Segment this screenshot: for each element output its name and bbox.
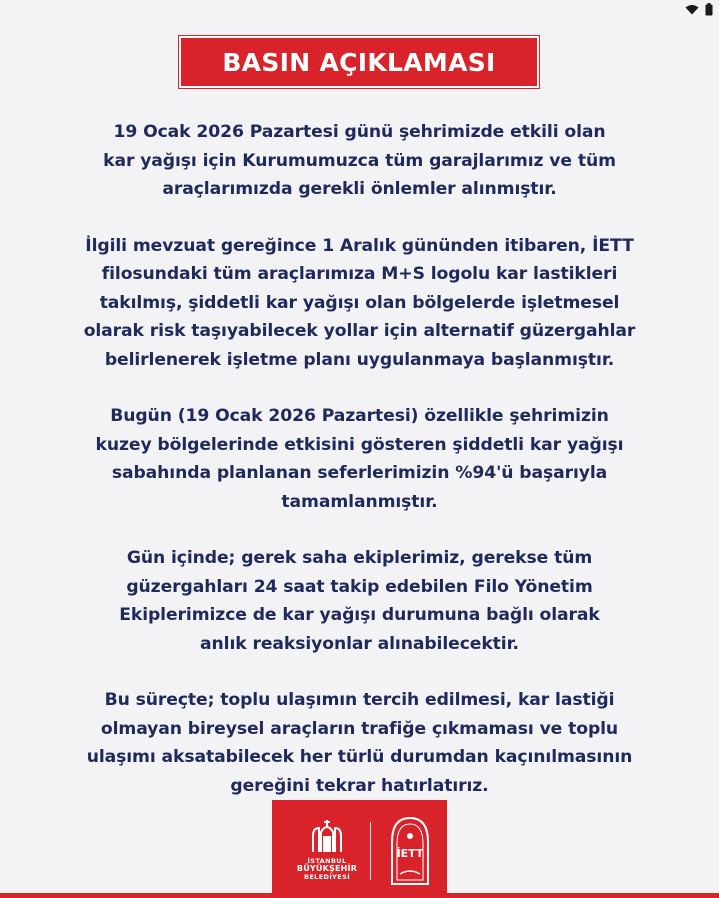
- text-line: takılmış, şiddetli kar yağışı olan bölgelerde işletmesel: [99, 292, 620, 313]
- text-line: olarak risk taşıyabilecek yollar için alternatif güzergahlar: [83, 321, 636, 341]
- text-line: İlgili mevzuat gereğince 1 Aralık gününden itibaren, İETT: [85, 235, 634, 256]
- text-line: güzergahları 24 saat takip edebilen Filo Yönetim: [126, 576, 593, 597]
- title-banner: [179, 36, 539, 88]
- iett-logo: [388, 814, 432, 886]
- battery-icon: [705, 3, 713, 16]
- text-line: araçlarımızda gerekli önlemler alınmıştır.: [162, 179, 557, 199]
- ibb-logo: [292, 818, 362, 881]
- text-line: sabahında planlanan seferlerimizin %94'ü başarıyla: [111, 463, 608, 483]
- text-line: kuzey bölgelerinde etkisini gösteren şiddetli kar yağışı: [95, 434, 624, 455]
- ibb-text-line3: BELEDİYESİ: [303, 873, 351, 881]
- bottom-accent-bar: [0, 893, 719, 898]
- text-line: Bugün (19 Ocak 2026 Pazartesi) özellikle şehrimizin: [110, 406, 609, 426]
- text-line: filosundaki tüm araçlarımıza M+S logolu kar lastikleri: [101, 264, 618, 284]
- text-line: kar yağışı için Kurumumuzca tüm garajlarımız ve tüm: [103, 150, 616, 171]
- paragraph-3: [40, 402, 679, 516]
- text-line: Bu süreçte; toplu ulaşımın tercih edilmesi, kar lastiği: [104, 690, 615, 710]
- wifi-icon: [685, 4, 699, 15]
- text-line: Gün içinde; gerek saha ekiplerimiz, gerekse tüm: [126, 548, 593, 568]
- text-line: ulaşımı aksatabilecek her türlü durumdan kaçınılmasının: [86, 747, 633, 767]
- ibb-text-line2: BÜYÜKŞEHİR: [296, 864, 358, 873]
- paragraph-5: [40, 686, 679, 800]
- page-title: BASIN AÇIKLAMASI: [222, 47, 496, 77]
- text-line: gereğini tekrar hatırlatırız.: [230, 775, 489, 796]
- footer-logo-panel: [272, 800, 447, 898]
- text-line: tamamlanmıştır.: [281, 491, 438, 512]
- paragraph-4: [40, 544, 679, 658]
- press-release-body: [40, 118, 679, 828]
- paragraph-1: [40, 118, 679, 204]
- ibb-emblem-icon: [292, 818, 362, 854]
- paragraph-2: [40, 232, 679, 375]
- text-line: Ekiplerimizce de kar yağışı durumuna bağlı olarak: [119, 605, 600, 625]
- text-line: 19 Ocak 2026 Pazartesi günü şehrimizde etkili olan: [113, 122, 606, 142]
- logo-divider: [370, 822, 371, 880]
- status-bar: [0, 0, 719, 20]
- text-line: olmayan bireysel araçların trafiğe çıkmaması ve toplu: [100, 718, 619, 739]
- ibb-text-line1: İSTANBUL: [307, 857, 347, 865]
- text-line: belirlenerek işletme planı uygulanmaya başlanmıştır.: [104, 349, 615, 370]
- iett-logo-text: İETT: [396, 847, 424, 860]
- text-line: anlık reaksiyonlar alınabilecektir.: [200, 633, 519, 654]
- status-icons: [685, 3, 713, 16]
